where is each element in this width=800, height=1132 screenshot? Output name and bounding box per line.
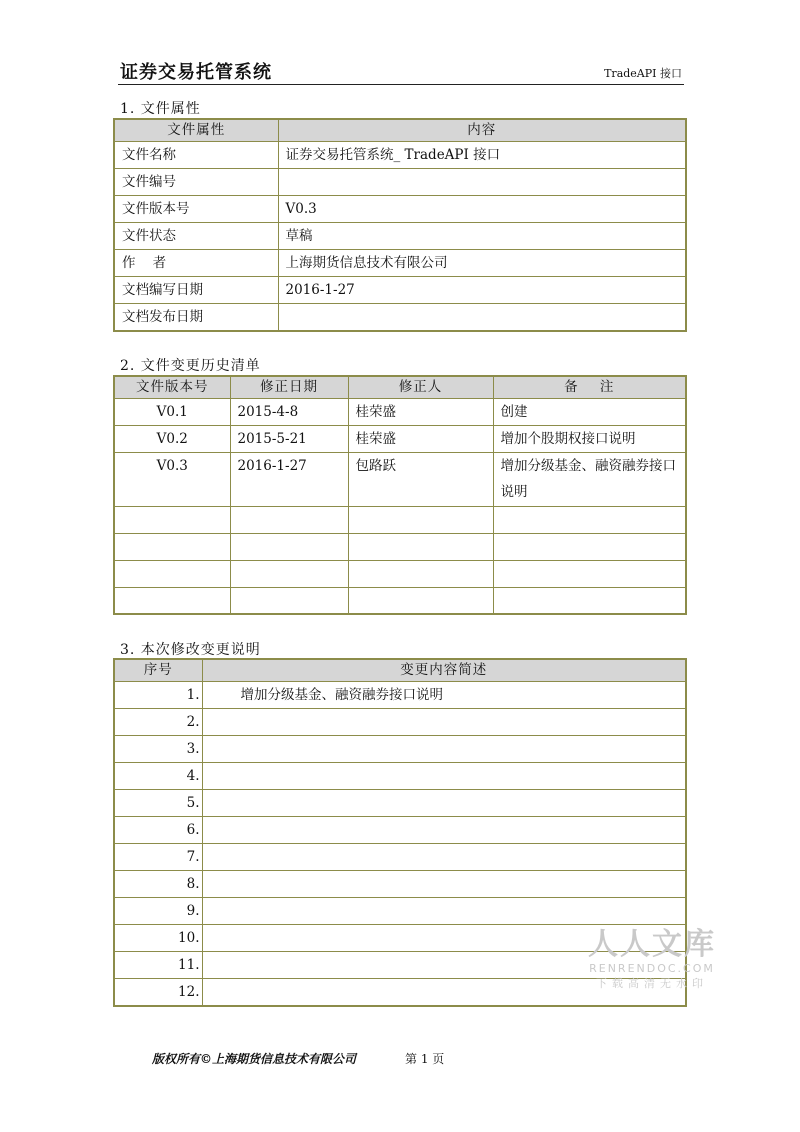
watermark-domain: RENRENDOC.COM <box>589 962 715 975</box>
table-row <box>114 452 686 506</box>
header-divider <box>118 84 684 85</box>
table-row <box>114 398 686 425</box>
row-number: 12. <box>114 978 202 1006</box>
row-number: 1. <box>114 681 202 708</box>
note-cell: 增加个股期权接口说明 <box>493 425 686 452</box>
author-cell: 桂荣盛 <box>348 398 493 425</box>
property-label: 文件编号 <box>114 168 278 195</box>
table-row <box>114 762 686 789</box>
row-number: 10. <box>114 924 202 951</box>
table-header: 变更内容简述 <box>202 659 686 681</box>
table-row <box>114 506 686 533</box>
change-description <box>202 735 686 762</box>
property-value: 上海期货信息技术有限公司 <box>278 249 686 276</box>
section-title-changes: 3. 本次修改变更说明 <box>120 642 261 658</box>
note-cell: 创建 <box>493 398 686 425</box>
row-number: 9. <box>114 897 202 924</box>
row-number: 4. <box>114 762 202 789</box>
history-table <box>113 375 687 615</box>
date-cell: 2015-4-8 <box>230 398 348 425</box>
document-title: 证券交易托管系统 <box>120 62 272 83</box>
table-row <box>114 897 686 924</box>
table-header: 备 注 <box>493 376 686 398</box>
version-cell: V0.2 <box>114 425 230 452</box>
section-title-properties: 1. 文件属性 <box>120 101 201 117</box>
table-row <box>114 708 686 735</box>
watermark-logo-text: 人人文库 <box>588 927 716 962</box>
property-value: V0.3 <box>278 195 686 222</box>
document-subtitle: TradeAPI 接口 <box>604 67 682 80</box>
change-description <box>202 843 686 870</box>
change-description <box>202 762 686 789</box>
table-header: 序号 <box>114 659 202 681</box>
change-description <box>202 897 686 924</box>
row-number: 7. <box>114 843 202 870</box>
property-value <box>278 303 686 331</box>
date-cell: 2016-1-27 <box>230 452 348 506</box>
property-value: 证券交易托管系统_ TradeAPI 接口 <box>278 141 686 168</box>
property-label: 文件状态 <box>114 222 278 249</box>
page-number: 第 1 页 <box>405 1052 445 1066</box>
note-cell: 增加分级基金、融资融券接口说明 <box>493 452 686 506</box>
table-row <box>114 789 686 816</box>
row-number: 11. <box>114 951 202 978</box>
property-value: 草稿 <box>278 222 686 249</box>
footer-copyright: 版权所有©上海期货信息技术有限公司 <box>152 1052 357 1066</box>
table-row <box>114 587 686 614</box>
section-title-history: 2. 文件变更历史清单 <box>120 358 261 374</box>
property-label: 作 者 <box>114 249 278 276</box>
table-row <box>114 735 686 762</box>
change-description <box>202 789 686 816</box>
table-row <box>114 870 686 897</box>
change-description <box>202 816 686 843</box>
author-cell: 桂荣盛 <box>348 425 493 452</box>
change-description: 增加分级基金、融资融券接口说明 <box>202 681 686 708</box>
table-header: 内容 <box>278 119 686 141</box>
version-cell: V0.1 <box>114 398 230 425</box>
change-description <box>202 708 686 735</box>
table-row <box>114 425 686 452</box>
row-number: 5. <box>114 789 202 816</box>
version-cell: V0.3 <box>114 452 230 506</box>
property-label: 文件名称 <box>114 141 278 168</box>
property-label: 文件版本号 <box>114 195 278 222</box>
date-cell: 2015-5-21 <box>230 425 348 452</box>
table-row <box>114 816 686 843</box>
watermark <box>588 928 716 992</box>
table-row <box>114 533 686 560</box>
row-number: 3. <box>114 735 202 762</box>
property-label: 文档编写日期 <box>114 276 278 303</box>
property-value <box>278 168 686 195</box>
property-label: 文档发布日期 <box>114 303 278 331</box>
row-number: 2. <box>114 708 202 735</box>
property-value: 2016-1-27 <box>278 276 686 303</box>
table-header: 文件属性 <box>114 119 278 141</box>
table-header: 修正日期 <box>230 376 348 398</box>
row-number: 8. <box>114 870 202 897</box>
row-number: 6. <box>114 816 202 843</box>
table-row <box>114 843 686 870</box>
change-description <box>202 870 686 897</box>
author-cell: 包路跃 <box>348 452 493 506</box>
table-row <box>114 681 686 708</box>
table-header: 文件版本号 <box>114 376 230 398</box>
table-row <box>114 560 686 587</box>
table-header: 修正人 <box>348 376 493 398</box>
properties-table <box>113 118 687 332</box>
watermark-slogan: 下载高清无水印 <box>596 977 708 990</box>
